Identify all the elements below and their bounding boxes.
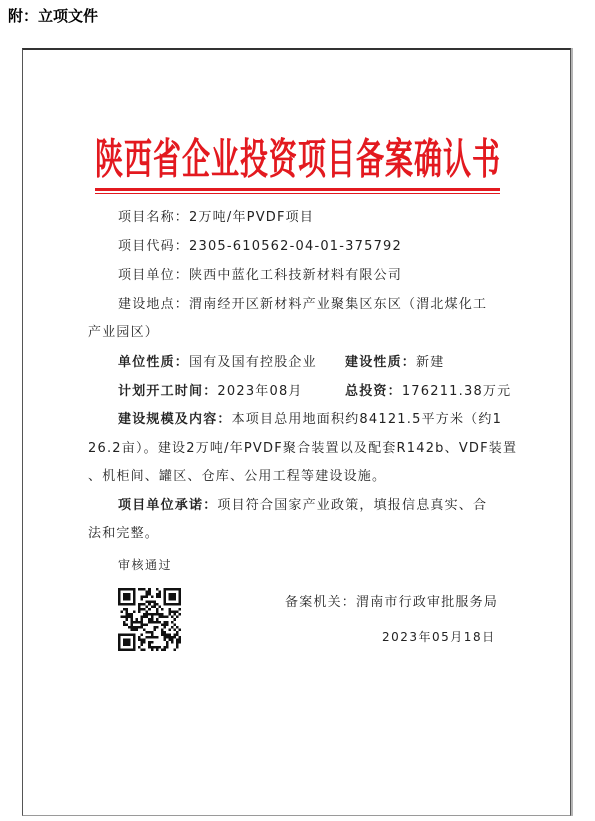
qr-module: [133, 626, 136, 629]
qr-module: [146, 596, 149, 599]
qr-module: [133, 621, 136, 624]
qr-module: [158, 606, 161, 609]
qr-module: [143, 623, 146, 626]
qr-module: [178, 641, 181, 644]
qr-module: [158, 596, 161, 599]
qr-module: [178, 613, 181, 616]
qr-module: [148, 588, 151, 591]
qr-module: [153, 646, 156, 649]
qr-module: [123, 616, 126, 619]
qr-module: [163, 626, 166, 629]
qr-module: [141, 623, 144, 626]
qr-module: [168, 628, 171, 631]
qr-module: [166, 641, 169, 644]
qr-module: [166, 621, 169, 624]
qr-module: [168, 636, 171, 639]
qr-module: [151, 648, 154, 651]
qr-module: [178, 638, 181, 641]
qr-module: [148, 636, 151, 639]
field-label: 备案机关：: [285, 595, 357, 610]
qr-module: [156, 648, 159, 651]
filing-date: 2023年05月18日: [382, 630, 496, 644]
qr-module: [141, 608, 144, 611]
qr-module: [143, 596, 146, 599]
qr-module: [148, 608, 151, 611]
qr-module: [168, 613, 171, 616]
qr-module: [151, 641, 154, 644]
field-label: 项目单位承诺：: [118, 498, 218, 513]
qr-module: [143, 628, 146, 631]
qr-module: [161, 628, 164, 631]
qr-module: [153, 603, 156, 606]
field-label: 项目代码：: [118, 239, 190, 254]
qr-module: [176, 641, 179, 644]
field-unit-nature: [118, 355, 317, 371]
qr-module: [151, 616, 154, 619]
qr-module: [163, 636, 166, 639]
qr-module: [153, 628, 156, 631]
qr-module: [173, 648, 176, 651]
field-commitment: [118, 498, 487, 514]
field-label: 建设地点：: [118, 297, 190, 312]
field-value: 2305-610562-04-01-375792: [189, 239, 402, 254]
qr-module: [126, 613, 129, 616]
qr-module: [176, 643, 179, 646]
qr-module: [156, 618, 159, 621]
qr-module: [131, 628, 134, 631]
qr-module: [171, 611, 174, 614]
field-label: 建设规模及内容：: [118, 412, 232, 427]
qr-module: [123, 638, 131, 646]
qr-module: [153, 601, 156, 604]
qr-module: [168, 633, 171, 636]
qr-module: [136, 628, 139, 631]
qr-module: [123, 623, 126, 626]
qr-module: [138, 646, 141, 649]
qr-module: [141, 638, 144, 641]
qr-module: [156, 611, 159, 614]
qr-module: [151, 618, 154, 621]
qr-module: [156, 626, 159, 629]
qr-module: [146, 601, 149, 604]
qr-module: [146, 616, 149, 619]
qr-module: [163, 638, 166, 641]
qr-module: [136, 621, 139, 624]
qr-module: [176, 638, 179, 641]
qr-module: [173, 633, 176, 636]
qr-module: [176, 633, 179, 636]
qr-module: [141, 626, 144, 629]
qr-module: [166, 633, 169, 636]
qr-module: [163, 633, 166, 636]
qr-module: [148, 618, 151, 621]
qr-module: [151, 636, 154, 639]
qr-module: [161, 633, 164, 636]
qr-module: [121, 616, 124, 619]
qr-module: [141, 633, 144, 636]
qr-module: [136, 626, 139, 629]
qr-module: [143, 613, 146, 616]
qr-module: [178, 608, 181, 611]
qr-module: [163, 616, 166, 619]
qr-module: [156, 636, 159, 639]
field-label: 建设性质：: [345, 355, 417, 370]
qr-module: [148, 601, 151, 604]
qr-module: [141, 598, 144, 601]
qr-module: [148, 621, 151, 624]
qr-module: [131, 616, 134, 619]
field-scale-content-line-3: 、机柜间、罐区、仓库、公用工程等建设设施。: [88, 469, 387, 484]
title-underline-thick: [95, 188, 500, 191]
qr-module: [131, 621, 134, 624]
qr-module: [161, 623, 164, 626]
qr-module: [128, 613, 131, 616]
qr-module: [171, 616, 174, 619]
qr-module: [171, 626, 174, 629]
qr-module: [158, 593, 161, 596]
qr-module: [173, 623, 176, 626]
qr-module: [178, 628, 181, 631]
qr-module: [143, 616, 146, 619]
qr-module: [143, 608, 146, 611]
field-value: 陕西中蓝化工科技新材料有限公司: [189, 268, 403, 283]
qr-module: [141, 618, 144, 621]
qr-module: [151, 613, 154, 616]
field-value: 176211.38万元: [401, 384, 512, 399]
qr-module: [158, 591, 161, 594]
qr-module: [146, 606, 149, 609]
qr-module: [153, 606, 156, 609]
qr-module: [148, 613, 151, 616]
qr-module: [153, 613, 156, 616]
qr-module: [176, 611, 179, 614]
qr-module: [176, 646, 179, 649]
qr-module: [126, 623, 129, 626]
qr-module: [138, 606, 141, 609]
qr-module: [141, 621, 144, 624]
field-total-investment: [345, 384, 511, 400]
qr-module: [143, 588, 146, 591]
qr-module: [161, 648, 164, 651]
qr-module: [156, 613, 159, 616]
qr-module: [121, 611, 124, 614]
qr-module: [151, 646, 154, 649]
qr-module: [138, 608, 141, 611]
qr-module: [173, 618, 176, 621]
field-project-code: [118, 239, 402, 255]
qr-module: [148, 593, 151, 596]
qr-module: [173, 613, 176, 616]
field-construction-nature: [345, 355, 444, 371]
qr-module: [133, 628, 136, 631]
qr-module: [166, 616, 169, 619]
field-value: 项目符合国家产业政策，填报信息真实、合: [217, 498, 488, 513]
filing-authority: [285, 595, 498, 611]
qr-module: [151, 606, 154, 609]
qr-module: [171, 636, 174, 639]
qr-module: [138, 626, 141, 629]
qr-module: [123, 608, 126, 611]
qr-module: [161, 613, 164, 616]
qr-module: [153, 626, 156, 629]
qr-module: [161, 631, 164, 634]
attachment-title: 附：立项文件: [8, 7, 99, 25]
field-value: 国有及国有控股企业: [189, 355, 317, 370]
qr-module: [138, 621, 141, 624]
qr-module: [171, 641, 174, 644]
field-label: 项目单位：: [118, 268, 190, 283]
qr-module: [161, 616, 164, 619]
field-location-continued: 产业园区）: [88, 325, 160, 340]
qr-module: [146, 631, 149, 634]
qr-module: [146, 591, 149, 594]
qr-module: [123, 621, 126, 624]
qr-module: [141, 643, 144, 646]
qr-module: [148, 591, 151, 594]
field-commitment-line-2: 法和完整。: [88, 526, 160, 541]
qr-module: [168, 611, 171, 614]
qr-module: [141, 616, 144, 619]
field-scale-content: [118, 412, 502, 428]
qr-module: [173, 628, 176, 631]
review-status: 审核通过: [118, 558, 173, 572]
field-label: 项目名称：: [118, 210, 190, 225]
qr-module: [126, 611, 129, 614]
qr-module: [143, 603, 146, 606]
qr-module: [156, 588, 159, 591]
qr-module: [143, 648, 146, 651]
qr-module: [146, 613, 149, 616]
field-value: 新建: [416, 355, 445, 370]
qr-module: [156, 593, 159, 596]
qr-module: [163, 646, 166, 649]
qr-module: [136, 618, 139, 621]
qr-module: [123, 593, 131, 601]
qr-module: [163, 631, 166, 634]
qr-module: [166, 636, 169, 639]
qr-module: [151, 633, 154, 636]
qr-module: [131, 626, 134, 629]
field-location: [118, 297, 487, 313]
qr-module: [141, 603, 144, 606]
qr-module: [138, 638, 141, 641]
field-value: 2万吨/年PVDF项目: [189, 210, 315, 225]
qr-module: [146, 623, 149, 626]
qr-module: [151, 631, 154, 634]
qr-module: [168, 608, 171, 611]
qr-module: [158, 646, 161, 649]
qr-module: [168, 593, 176, 601]
qr-module: [158, 613, 161, 616]
qr-module: [131, 613, 134, 616]
qr-module: [126, 618, 129, 621]
qr-module: [156, 646, 159, 649]
qr-module: [151, 621, 154, 624]
qr-module: [128, 616, 131, 619]
qr-module: [151, 596, 154, 599]
qr-module: [156, 596, 159, 599]
qr-module: [141, 596, 144, 599]
qr-module: [176, 616, 179, 619]
qr-module: [173, 611, 176, 614]
qr-module: [153, 621, 156, 624]
qr-module: [138, 611, 141, 614]
qr-module: [161, 608, 164, 611]
qr-module: [128, 626, 131, 629]
qr-module: [166, 646, 169, 649]
qr-module: [163, 621, 166, 624]
field-label: 单位性质：: [118, 355, 190, 370]
qr-module: [148, 641, 151, 644]
document-title: 陕西省企业投资项目备案确认书: [95, 134, 502, 184]
qr-module: [156, 621, 159, 624]
qr-code: [118, 588, 181, 651]
qr-module: [156, 603, 159, 606]
qr-module: [163, 623, 166, 626]
qr-module: [146, 593, 149, 596]
qr-module: [143, 638, 146, 641]
qr-module: [141, 641, 144, 644]
title-underline-thin: [95, 193, 500, 194]
field-project-unit: [118, 268, 402, 284]
qr-module: [151, 601, 154, 604]
qr-module: [126, 616, 129, 619]
qr-module: [131, 623, 134, 626]
field-label: 总投资：: [345, 384, 402, 399]
qr-module: [173, 636, 176, 639]
qr-module: [171, 638, 174, 641]
field-value: 渭南经开区新材料产业聚集区东区（渭北煤化工: [189, 297, 488, 312]
qr-module: [158, 621, 161, 624]
field-label: 计划开工时间：: [118, 384, 218, 399]
qr-module: [143, 641, 146, 644]
qr-module: [166, 643, 169, 646]
qr-module: [146, 611, 149, 614]
qr-module: [146, 636, 149, 639]
qr-module: [126, 608, 129, 611]
field-value: 渭南市行政审批服务局: [356, 595, 499, 610]
qr-module: [148, 603, 151, 606]
qr-module: [163, 648, 166, 651]
field-value: 本项目总用地面积约84121.5平方米（约1: [231, 412, 503, 427]
qr-module: [138, 603, 141, 606]
qr-module: [156, 608, 159, 611]
qr-module: [153, 636, 156, 639]
field-scale-content-line-2: 26.2亩）。建设2万吨/年PVDF聚合装置以及配套R142b、VDF装置: [88, 441, 518, 456]
qr-module: [148, 646, 151, 649]
qr-module: [141, 588, 144, 591]
qr-module: [176, 631, 179, 634]
qr-module: [158, 616, 161, 619]
qr-module: [138, 636, 141, 639]
qr-module: [166, 623, 169, 626]
qr-module: [176, 626, 179, 629]
field-project-name: [118, 210, 314, 226]
field-planned-start: [118, 384, 303, 400]
qr-module: [168, 638, 171, 641]
qr-module: [148, 643, 151, 646]
field-value: 2023年08月: [217, 384, 303, 399]
qr-module: [133, 611, 136, 614]
qr-module: [141, 648, 144, 651]
qr-module: [178, 636, 181, 639]
qr-module: [148, 631, 151, 634]
qr-module: [131, 618, 134, 621]
qr-module: [171, 621, 174, 624]
qr-module: [138, 588, 141, 591]
